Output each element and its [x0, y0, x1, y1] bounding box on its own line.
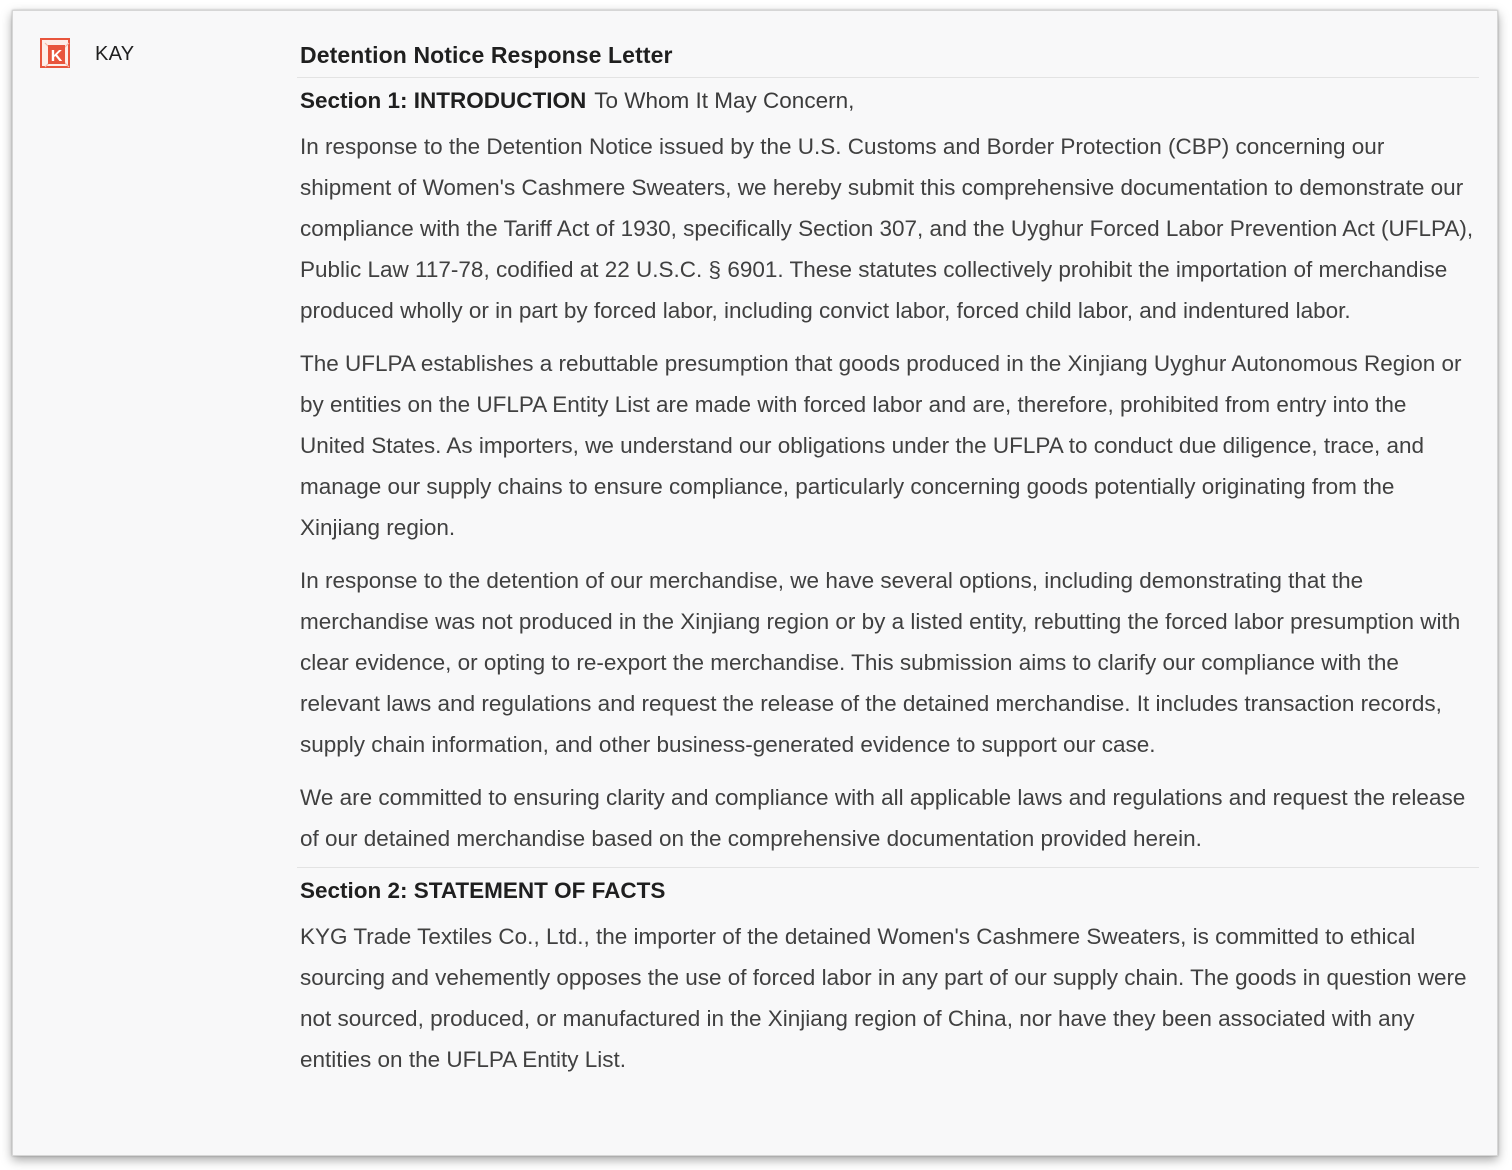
document-title: Detention Notice Response Letter — [297, 35, 1479, 78]
paragraph: In response to the Detention Notice issued by the U.S. Customs and Border Protection (CBP) concerning our shipment of Women's Cashmere Sweaters, we hereby submit this comprehensive documentation to demonstrate our compliance with the Tariff Act of 1930, specifically Section 307, and the Uyghur Forced Labor Prevention Act (UFLPA), Public Law 117-78, codified at 22 U.S.C. § 6901. These statutes collectively prohibit the importation of merchandise produced wholly or in part by forced labor, including convict labor, forced child labor, and indentured labor. — [300, 134, 1474, 323]
paragraph: The UFLPA establishes a rebuttable presumption that goods produced in the Xinjiang Uyghur Autonomous Region or by entities on the UFLPA Entity List are made with forced labor and are, therefore, prohibited from entry into the United States. As importers, we understand our obligations under the UFLPA to conduct due diligence, trace, and manage our supply chains to ensure compliance, particularly concerning goods potentially originating from the Xinjiang region. — [300, 351, 1462, 540]
section-2-label: Section 2: STATEMENT OF FACTS — [300, 878, 666, 903]
paragraph: In response to the detention of our merchandise, we have several options, including demonstrating that the merchandise was not produced in the Xinjiang region or by a listed entity, rebutting the forced labor presumption with clear evidence, or opting to re-export the merchandise. This submission aims to clarify our compliance with the relevant laws and regulations and request the release of the detained merchandise. It includes transaction records, supply chain information, and other business-generated evidence to support our case. — [300, 568, 1461, 757]
paragraph: We are committed to ensuring clarity and compliance with all applicable laws and regulations and request the release of our detained merchandise based on the comprehensive documentation provided herein. — [300, 785, 1466, 851]
document-content — [297, 35, 1479, 1086]
svg-text:K: K — [50, 48, 63, 65]
message-window — [12, 10, 1498, 1156]
kay-logo-icon — [39, 37, 73, 71]
section-2-heading — [297, 868, 1479, 910]
section-1-heading — [297, 78, 1479, 120]
paragraph: KYG Trade Textiles Co., Ltd., the importer of the detained Women's Cashmere Sweaters, is committed to ethical sourcing and vehemently opposes the use of forced labor in any part of our supply chain. The goods in question were not sourced, produced, or manufactured in the Xinjiang region of China, nor have they been associated with any entities on the UFLPA Entity List. — [300, 924, 1467, 1072]
sender-name: KAY — [95, 42, 135, 65]
sender-header — [39, 37, 134, 71]
greeting-text: To Whom It May Concern, — [594, 88, 855, 113]
section-1-label: Section 1: INTRODUCTION — [300, 88, 587, 113]
